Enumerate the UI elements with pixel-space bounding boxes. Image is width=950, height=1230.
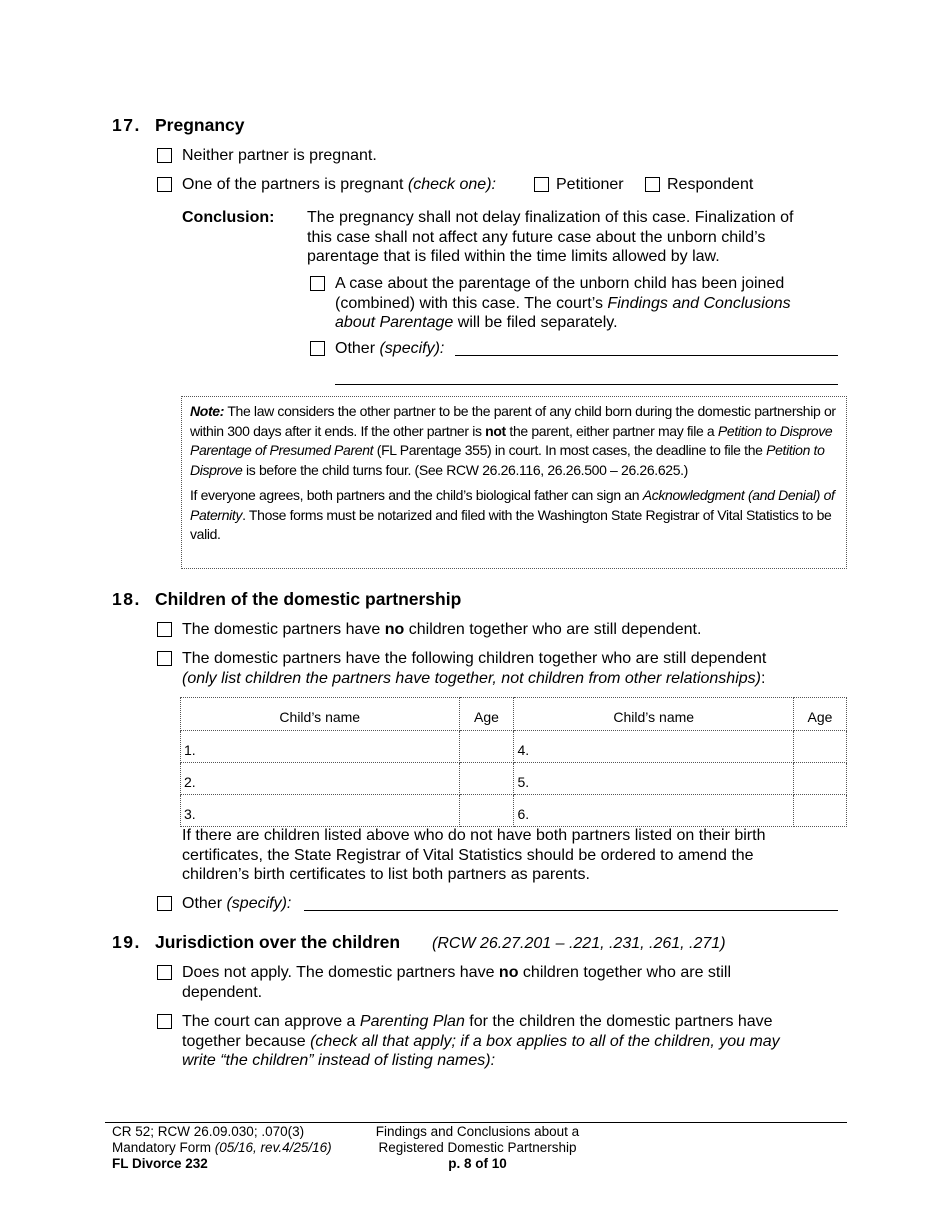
page-number: p. 8 of 10 bbox=[448, 1156, 507, 1171]
child-age-cell[interactable] bbox=[794, 763, 847, 795]
jurisdiction-na-checkbox[interactable] bbox=[157, 965, 172, 980]
child-age-cell[interactable] bbox=[794, 731, 847, 763]
section-19-citation: (RCW 26.27.201 – .221, .231, .261, .271) bbox=[432, 935, 726, 952]
note-paragraph-2: If everyone agrees, both partners and the child’s biological father can sign an Acknowledgment (and Denial) of Paternity. Those forms must be notarized and filed with the Washington State Registrar of Vital Statistics to be valid. bbox=[190, 487, 835, 542]
has-children-label: The domestic partners have the following children together who are still dependent (only list children the partners have together, not children from other relationships): bbox=[182, 650, 767, 687]
parenting-plan-label: The court can approve a Parenting Plan for the children the domestic partners have together because (check all that apply; if a box applies to all of the children, you may write “the children” instead of listing names): bbox=[182, 1013, 780, 1069]
table-row bbox=[181, 763, 847, 795]
table-row bbox=[181, 795, 847, 827]
section-17-number: 17. bbox=[112, 115, 141, 135]
note-paragraph-1: Note: The law considers the other partner to be the parent of any child born during the domestic partnership or within 300 days after it ends. If the other partner is not the parent, either partner may file a Petition to Disprove Parentage of Presumed Parent (FL Parentage 355) in court. In most cases, the deadline to file the Petition to Disprove is before the child turns four. (See RCW 26.26.116, 26.26.500 – 26.26.625.) bbox=[190, 403, 836, 478]
child-age-cell[interactable] bbox=[459, 731, 514, 763]
section-18-title: Children of the domestic partnership bbox=[155, 589, 462, 609]
respondent-checkbox[interactable] bbox=[645, 177, 660, 192]
child-name-cell[interactable]: 2. bbox=[181, 763, 460, 795]
child-name-header: Child’s name bbox=[181, 698, 460, 731]
table-row bbox=[181, 731, 847, 763]
section-19-title: Jurisdiction over the children bbox=[155, 932, 401, 952]
child-name-cell[interactable]: 1. bbox=[181, 731, 460, 763]
respondent-label: Respondent bbox=[667, 176, 754, 193]
footer-left: CR 52; RCW 26.09.030; .070(3) Mandatory Form (05/16, rev.4/25/16) FL Divorce 232 bbox=[112, 1124, 332, 1171]
pregnancy-other-checkbox[interactable] bbox=[310, 341, 325, 356]
age-header: Age bbox=[459, 698, 514, 731]
children-table bbox=[180, 697, 847, 827]
joined-case-checkbox[interactable] bbox=[310, 276, 325, 291]
child-age-cell[interactable] bbox=[459, 763, 514, 795]
conclusion-label: Conclusion: bbox=[182, 209, 275, 226]
no-children-label: The domestic partners have no children together who are still dependent. bbox=[182, 621, 702, 638]
paternity-note-box bbox=[181, 396, 847, 569]
pregnancy-other-label: Other (specify): bbox=[335, 340, 445, 357]
section-18-number: 18. bbox=[112, 589, 141, 609]
child-name-cell[interactable]: 4. bbox=[514, 731, 794, 763]
child-age-cell[interactable] bbox=[794, 795, 847, 827]
children-other-checkbox[interactable] bbox=[157, 896, 172, 911]
age-header: Age bbox=[794, 698, 847, 731]
joined-case-label: A case about the parentage of the unborn child has been joined (combined) with this case. The court’s Findings and Conclusions about Parentage will be filed separately. bbox=[335, 275, 791, 331]
no-children-checkbox[interactable] bbox=[157, 622, 172, 637]
footer-rule bbox=[105, 1122, 847, 1123]
jurisdiction-na-label: Does not apply. The domestic partners have no children together who are still dependent. bbox=[182, 964, 732, 1001]
children-other-label: Other (specify): bbox=[182, 895, 292, 912]
child-name-cell[interactable]: 3. bbox=[181, 795, 460, 827]
registrar-text: If there are children listed above who do not have both partners listed on their birth certificates, the State Registrar of Vital Statistics should be ordered to amend the children’s birth certificates to list both partners as parents. bbox=[182, 827, 766, 883]
petitioner-label: Petitioner bbox=[556, 176, 624, 193]
footer-center: Findings and Conclusions about a Registered Domestic Partnership p. 8 of 10 bbox=[355, 1124, 600, 1172]
child-age-cell[interactable] bbox=[459, 795, 514, 827]
petitioner-checkbox[interactable] bbox=[534, 177, 549, 192]
parenting-plan-checkbox[interactable] bbox=[157, 1014, 172, 1029]
conclusion-text: The pregnancy shall not delay finalization of this case. Finalization of this case shall not affect any future case about the unborn child’s parentage that is filed within the time limits allowed by law. bbox=[307, 209, 794, 265]
pregnancy-other-line-1[interactable] bbox=[455, 355, 838, 356]
pregnancy-other-line-2[interactable] bbox=[335, 384, 838, 385]
one-pregnant-label: One of the partners is pregnant (check one): bbox=[182, 176, 496, 193]
children-table-header bbox=[181, 698, 847, 731]
child-name-cell[interactable]: 5. bbox=[514, 763, 794, 795]
child-name-cell[interactable]: 6. bbox=[514, 795, 794, 827]
section-19-number: 19. bbox=[112, 932, 141, 952]
neither-pregnant-label: Neither partner is pregnant. bbox=[182, 147, 377, 164]
child-name-header: Child’s name bbox=[514, 698, 794, 731]
one-pregnant-checkbox[interactable] bbox=[157, 177, 172, 192]
neither-pregnant-checkbox[interactable] bbox=[157, 148, 172, 163]
has-children-checkbox[interactable] bbox=[157, 651, 172, 666]
section-17-title: Pregnancy bbox=[155, 115, 245, 135]
children-other-line[interactable] bbox=[304, 910, 838, 911]
